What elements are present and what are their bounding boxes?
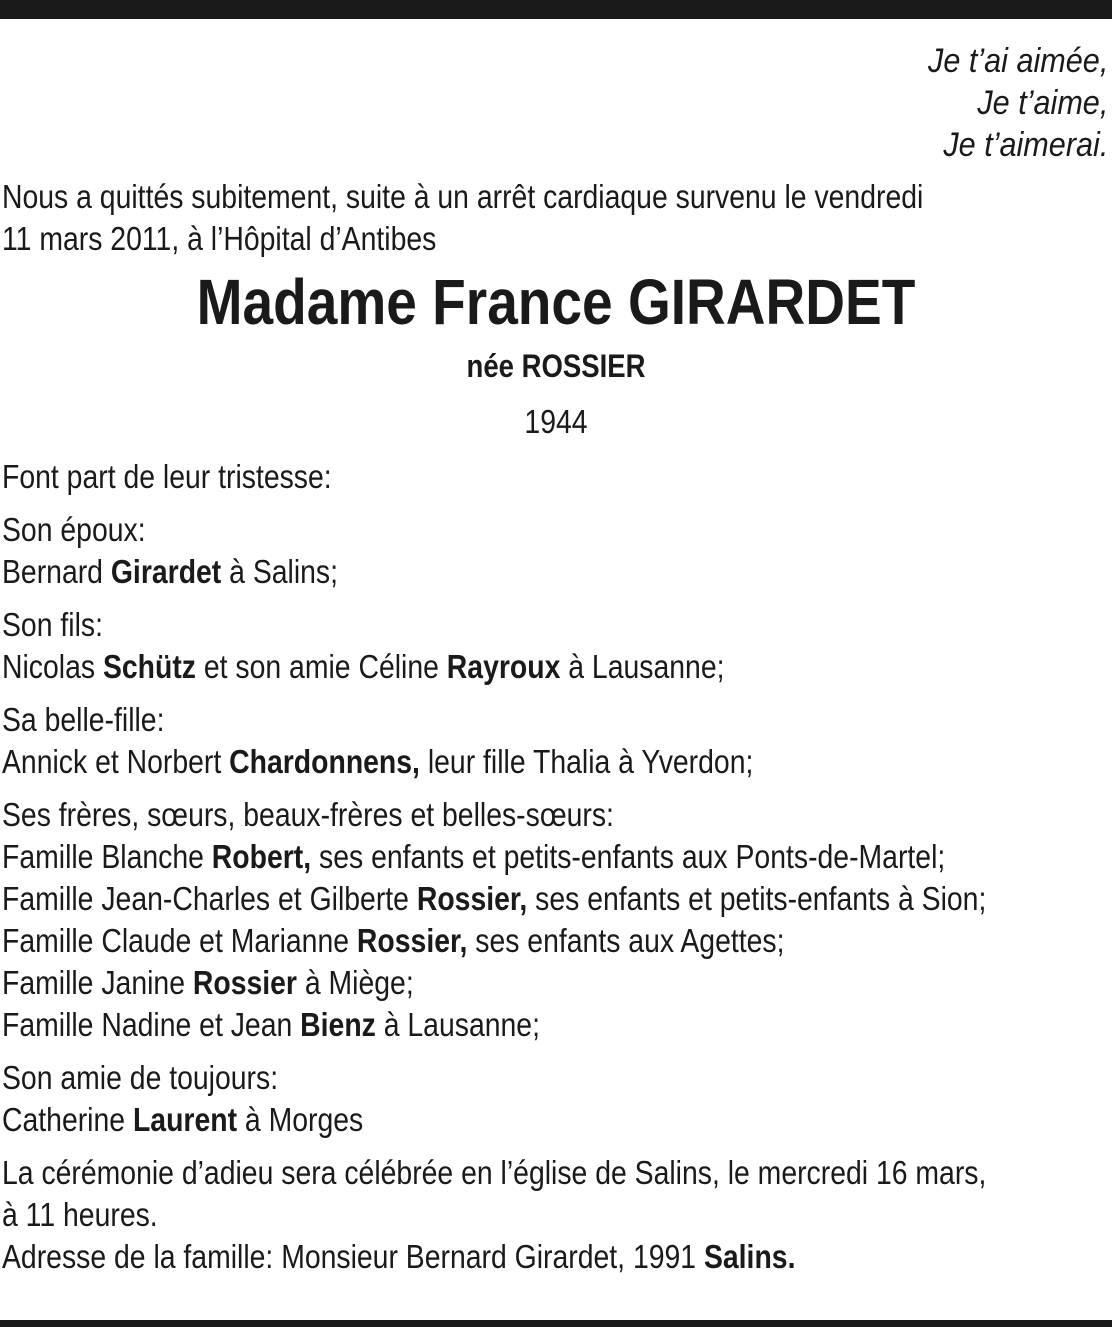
family-line bbox=[2, 920, 1110, 962]
first-name: Famille Jean-Charles et Gilberte bbox=[2, 880, 417, 917]
deceased-name: Madame France GIRARDET bbox=[196, 266, 916, 338]
surname: Girardet bbox=[110, 553, 222, 590]
address-text: Adresse de la famille: Monsieur Bernard Girardet, 1991 bbox=[2, 1238, 704, 1275]
surname: Rossier, bbox=[356, 922, 468, 959]
surname: Chardonnens, bbox=[229, 743, 420, 780]
first-name: Annick et Norbert bbox=[2, 743, 230, 780]
location: à Lausanne; bbox=[375, 1006, 540, 1043]
poem-line: Je t’aime, bbox=[977, 84, 1108, 122]
top-rule bbox=[0, 0, 1112, 19]
intro-paragraph bbox=[2, 176, 1110, 260]
family-line bbox=[2, 646, 1110, 688]
poem-line: Je t’aimerai. bbox=[943, 126, 1108, 164]
siblings-block bbox=[2, 794, 1110, 1046]
ceremony-line: La cérémonie d’adieu sera célébrée en l’église de Salins, le mercredi 16 mars, bbox=[2, 1154, 987, 1191]
surname: Rayroux bbox=[446, 648, 561, 685]
surname: Laurent bbox=[132, 1101, 238, 1138]
section-heading: Son époux: bbox=[2, 511, 146, 548]
birth-year: 1944 bbox=[524, 403, 588, 440]
section-heading: Son fils: bbox=[2, 606, 103, 643]
first-name: Famille Blanche bbox=[2, 838, 212, 875]
first-name: Famille Claude et Marianne bbox=[2, 922, 357, 959]
location: à Morges bbox=[237, 1101, 364, 1138]
deceased-block bbox=[2, 262, 1110, 442]
family-line bbox=[2, 741, 1110, 783]
family-line bbox=[2, 1004, 1110, 1046]
first-name: Bernard bbox=[2, 553, 111, 590]
poem-block bbox=[928, 40, 1108, 166]
family-line bbox=[2, 836, 1110, 878]
address-line bbox=[2, 1236, 1110, 1278]
ceremony-block bbox=[2, 1152, 1110, 1278]
family-line bbox=[2, 1099, 1110, 1141]
first-name: Famille Janine bbox=[2, 964, 193, 1001]
family-section bbox=[2, 456, 1110, 1278]
surname: Rossier, bbox=[416, 880, 528, 917]
spouse-block bbox=[2, 509, 1110, 593]
surname: Schütz bbox=[102, 648, 196, 685]
family-line bbox=[2, 962, 1110, 1004]
location: à Miège; bbox=[296, 964, 414, 1001]
first-name: Catherine bbox=[2, 1101, 133, 1138]
surname: Bienz bbox=[300, 1006, 376, 1043]
poem-line: Je t’ai aimée, bbox=[927, 42, 1108, 80]
location: ses enfants aux Agettes; bbox=[467, 922, 785, 959]
location: leur fille Thalia à Yverdon; bbox=[419, 743, 754, 780]
son-block bbox=[2, 604, 1110, 688]
ceremony-line: à 11 heures. bbox=[2, 1196, 158, 1233]
first-name: Nicolas bbox=[2, 648, 103, 685]
section-heading: Son amie de toujours: bbox=[2, 1059, 279, 1096]
announce-line: Font part de leur tristesse: bbox=[2, 458, 332, 495]
address-place: Salins. bbox=[703, 1238, 796, 1275]
maiden-name: née ROSSIER bbox=[466, 348, 646, 384]
friend-block bbox=[2, 1057, 1110, 1141]
intro-line: 11 mars 2011, à l’Hôpital d’Antibes bbox=[2, 220, 437, 257]
location: à Salins; bbox=[221, 553, 339, 590]
first-name: Famille Nadine et Jean bbox=[2, 1006, 301, 1043]
daughter-in-law-block bbox=[2, 699, 1110, 783]
surname: Rossier bbox=[192, 964, 297, 1001]
family-line bbox=[2, 878, 1110, 920]
intro-line: Nous a quittés subitement, suite à un arrêt cardiaque survenu le vendredi bbox=[2, 178, 924, 215]
section-heading: Sa belle-fille: bbox=[2, 701, 165, 738]
obituary-body bbox=[2, 176, 1110, 1278]
location: ses enfants et petits-enfants à Sion; bbox=[527, 880, 987, 917]
bottom-rule bbox=[0, 1320, 1112, 1327]
surname: Robert, bbox=[211, 838, 312, 875]
family-line bbox=[2, 551, 1110, 593]
connector: et son amie Céline bbox=[195, 648, 447, 685]
location: ses enfants et petits-enfants aux Ponts-de-Martel; bbox=[311, 838, 946, 875]
location: à Lausanne; bbox=[560, 648, 725, 685]
section-heading: Ses frères, sœurs, beaux-frères et belles-sœurs: bbox=[2, 796, 614, 833]
